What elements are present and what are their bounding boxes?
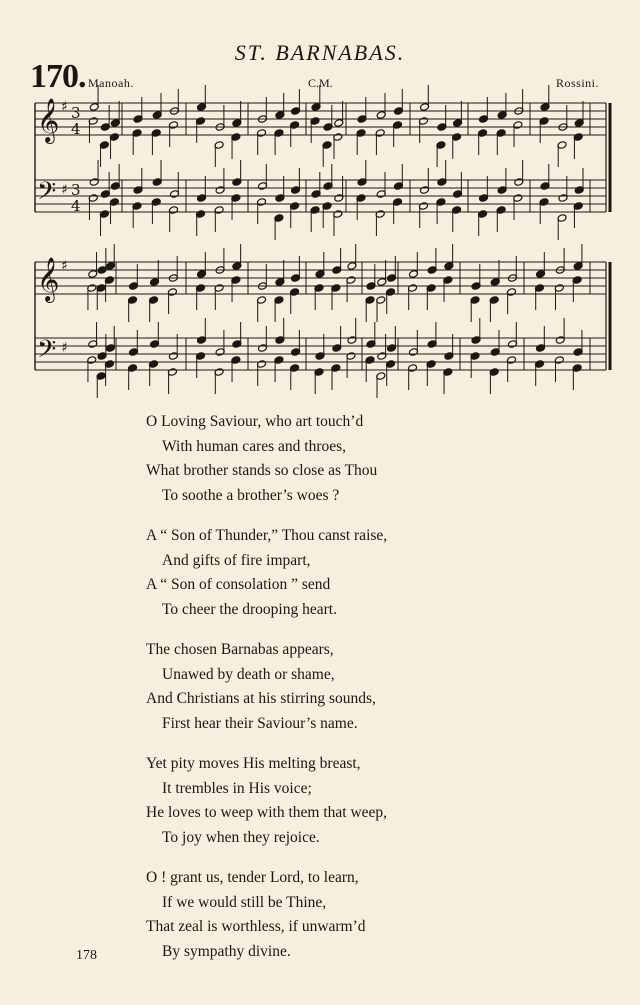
bass-clef-icon: 𝄢 [37,177,57,212]
time-signature: 3 [71,104,81,122]
time-signature: 4 [71,197,81,215]
verse-line: O Loving Saviour, who art touch’d [146,413,364,430]
score-marks [35,85,610,398]
verse-line: To soothe a brother’s woes ? [162,486,340,504]
verse-line: To joy when they rejoice. [162,828,320,846]
verse-line: And Christians at his stirring sounds, [146,690,376,707]
treble-clef-icon: 𝄞 [37,257,60,301]
verse [146,410,606,508]
treble-clef-icon: 𝄞 [37,98,60,142]
time-signature: 3 [71,181,81,199]
time-signature: 4 [71,120,81,138]
verse-line: To cheer the drooping heart. [162,600,337,618]
verse-line: Unawed by death or shame, [162,665,335,683]
verse-line: What brother stands so close as Thou [146,462,378,479]
verse [146,866,606,964]
verse [146,752,606,850]
verse-line: It trembles in His voice; [162,779,312,797]
tune-name: Manoah. [88,76,134,90]
verse-line: He loves to weep with them that weep, [146,804,388,821]
bass-clef-icon: 𝄢 [37,335,57,370]
sharp-icon: ♯ [61,99,68,115]
composer: Rossini. [556,76,600,90]
verse-line: First hear their Saviour’s name. [162,714,358,732]
music-score [0,0,640,400]
verse-line: A “ Son of Thunder,” Thou canst raise, [146,527,388,544]
verse [146,524,606,622]
sharp-icon: ♯ [61,258,68,274]
verse-line: And gifts of fire impart, [162,551,311,569]
hymn-title: ST. BARNABAS. [234,40,406,65]
meter: C.M. [308,76,333,90]
hymn-number: 170. [30,58,86,95]
verse-line: With human cares and throes, [162,437,347,455]
verse-line: The chosen Barnabas appears, [146,641,334,658]
verse-line: By sympathy divine. [162,942,291,960]
page-number: 178 [76,948,97,963]
verse [146,638,606,736]
sharp-icon: ♯ [61,182,68,198]
verse-line: If we would still be Thine, [162,893,327,911]
verse-line: Yet pity moves His melting breast, [146,755,361,772]
verse-line: That zeal is worthless, if unwarm’d [146,918,366,935]
verses [146,410,606,980]
verse-line: O ! grant us, tender Lord, to learn, [146,869,359,886]
verse-line: A “ Son of consolation ” send [146,576,331,593]
sharp-icon: ♯ [61,340,68,356]
